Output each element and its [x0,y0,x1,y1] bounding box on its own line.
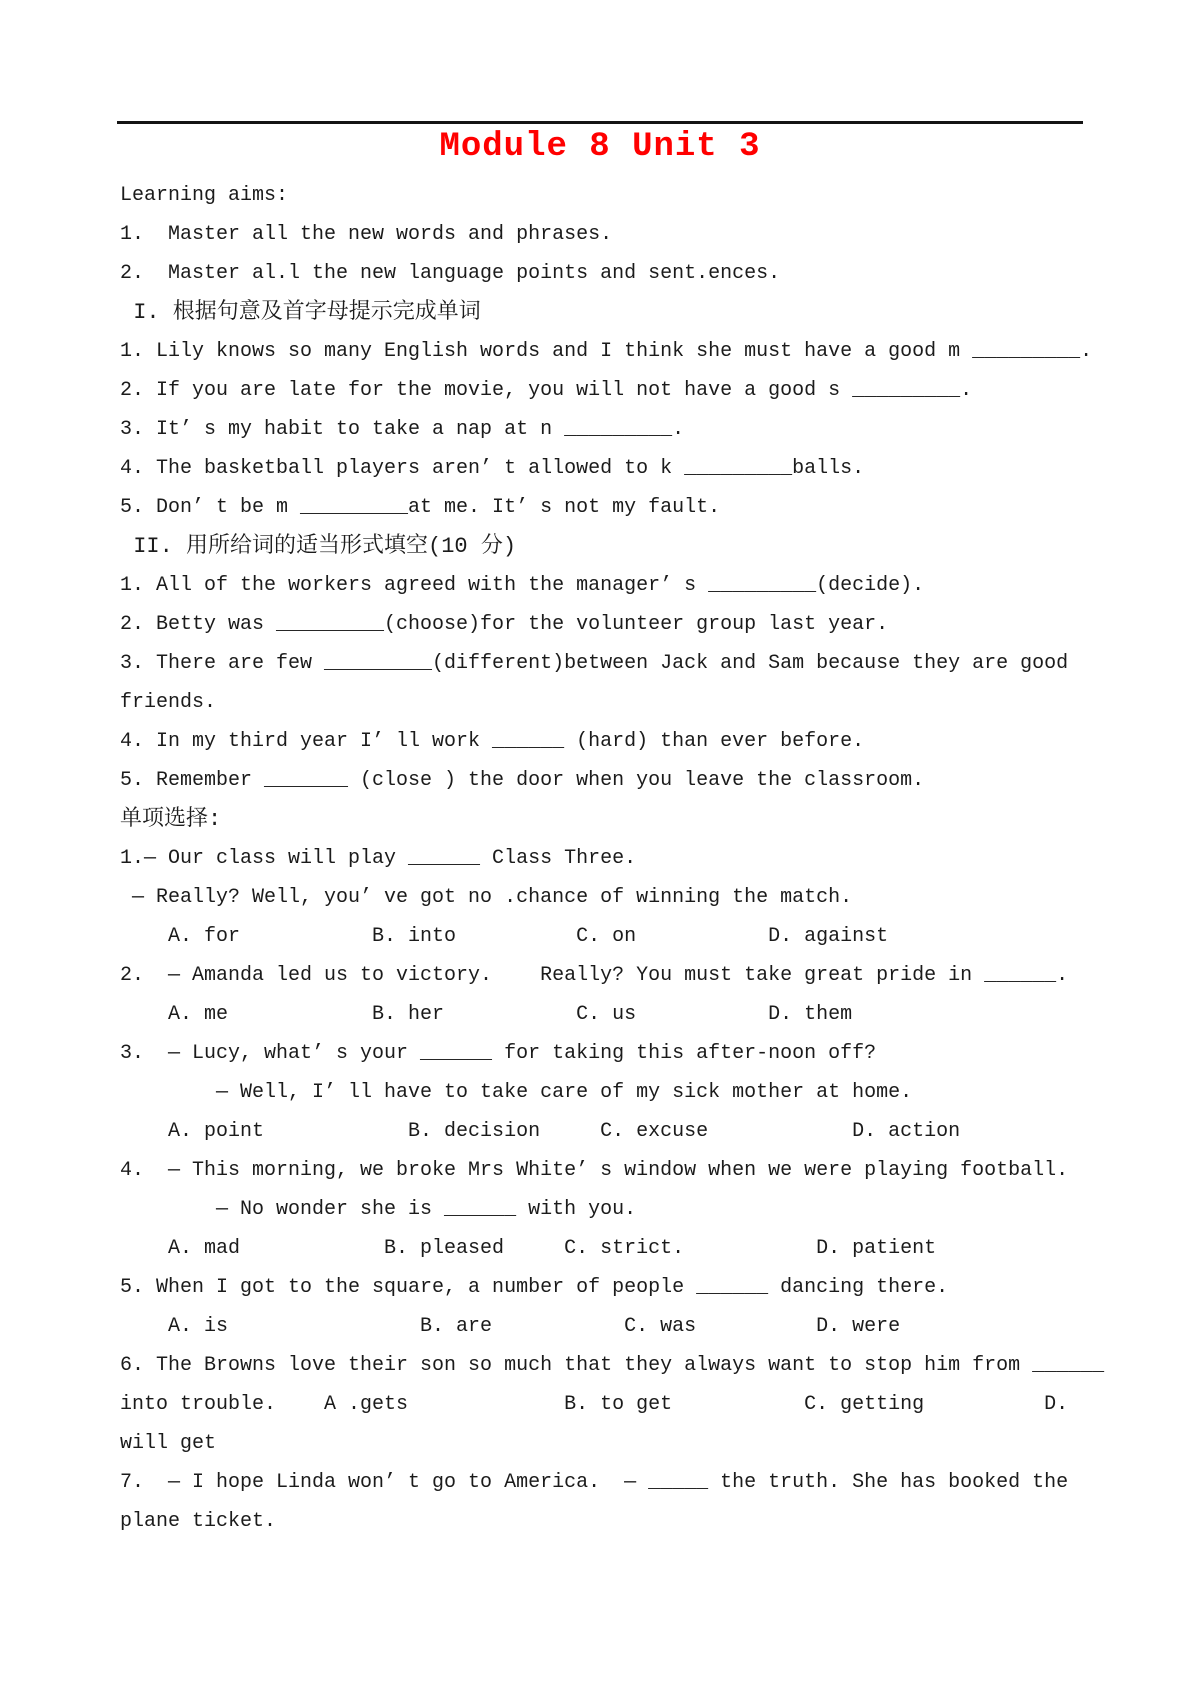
section1-item-3: 3. It’ s my habit to take a nap at n _________. [120,418,685,441]
learning-aims-heading: Learning aims: [120,184,289,207]
section2-item-3-continued: friends. [120,691,217,714]
section2-item-2: 2. Betty was _________(choose)for the volunteer group last year. [120,613,889,636]
mc-q7-stem: 7. — I hope Linda won’ t go to America. — _____ the truth. She has booked the [120,1471,1069,1494]
mc-q5-options: A. is B. are C. was D. were [120,1315,901,1338]
mc-q2-stem: 2. — Amanda led us to victory. Really? You must take great pride in ______. [120,964,1069,987]
mc-q2-options: A. me B. her C. us D. them [120,1003,853,1026]
mc-q4-reply: — No wonder she is ______ with you. [120,1198,637,1221]
section1-item-2: 2. If you are late for the movie, you will not have a good s _________. [120,379,973,402]
section2-heading: II. 用所给词的适当形式填空(10 分) [120,534,517,559]
document-body [120,176,1180,1541]
section2-item-3: 3. There are few _________(different)between Jack and Sam because they are good [120,652,1069,675]
mc-q6-options-continued: will get [120,1432,217,1455]
section1-item-1: 1. Lily knows so many English words and I think she must have a good m _________. [120,340,1093,363]
mc-q4-options: A. mad B. pleased C. strict. D. patient [120,1237,937,1260]
mc-q1-reply: — Really? Well, you’ ve got no .chance of winning the match. [120,886,853,909]
mc-q4-stem: 4. — This morning, we broke Mrs White’ s window when we were playing football. [120,1159,1069,1182]
aim-item-1: 1. Master all the new words and phrases. [120,223,613,246]
mc-q7-stem-continued: plane ticket. [120,1510,277,1533]
mc-q5-stem: 5. When I got to the square, a number of people ______ dancing there. [120,1276,949,1299]
section2-item-4: 4. In my third year I’ ll work ______ (hard) than ever before. [120,730,865,753]
aim-item-2: 2. Master al.l the new language points and sent.ences. [120,262,781,285]
mc-q6-stem: 6. The Browns love their son so much that they always want to stop him from ______ [120,1354,1105,1377]
mc-q6-options: into trouble. A .gets B. to get C. getting D. [120,1393,1069,1416]
section1-heading: I. 根据句意及首字母提示完成单词 [120,300,481,325]
page-title: Module 8 Unit 3 [439,128,761,166]
section1-item-4: 4. The basketball players aren’ t allowed to k _________balls. [120,457,865,480]
mc-q3-reply: — Well, I’ ll have to take care of my sick mother at home. [120,1081,913,1104]
mc-q3-options: A. point B. decision C. excuse D. action [120,1120,961,1143]
header-rule [117,121,1083,124]
section1-item-5: 5. Don’ t be m _________at me. It’ s not my fault. [120,496,721,519]
section2-item-5: 5. Remember _______ (close ) the door when you leave the classroom. [120,769,925,792]
multiple-choice-heading: 单项选择: [120,807,222,832]
mc-q1-stem: 1.— Our class will play ______ Class Three. [120,847,637,870]
mc-q3-stem: 3. — Lucy, what’ s your ______ for taking this after-noon off? [120,1042,877,1065]
mc-q1-options: A. for B. into C. on D. against [120,925,889,948]
section2-item-1: 1. All of the workers agreed with the manager’ s _________(decide). [120,574,925,597]
